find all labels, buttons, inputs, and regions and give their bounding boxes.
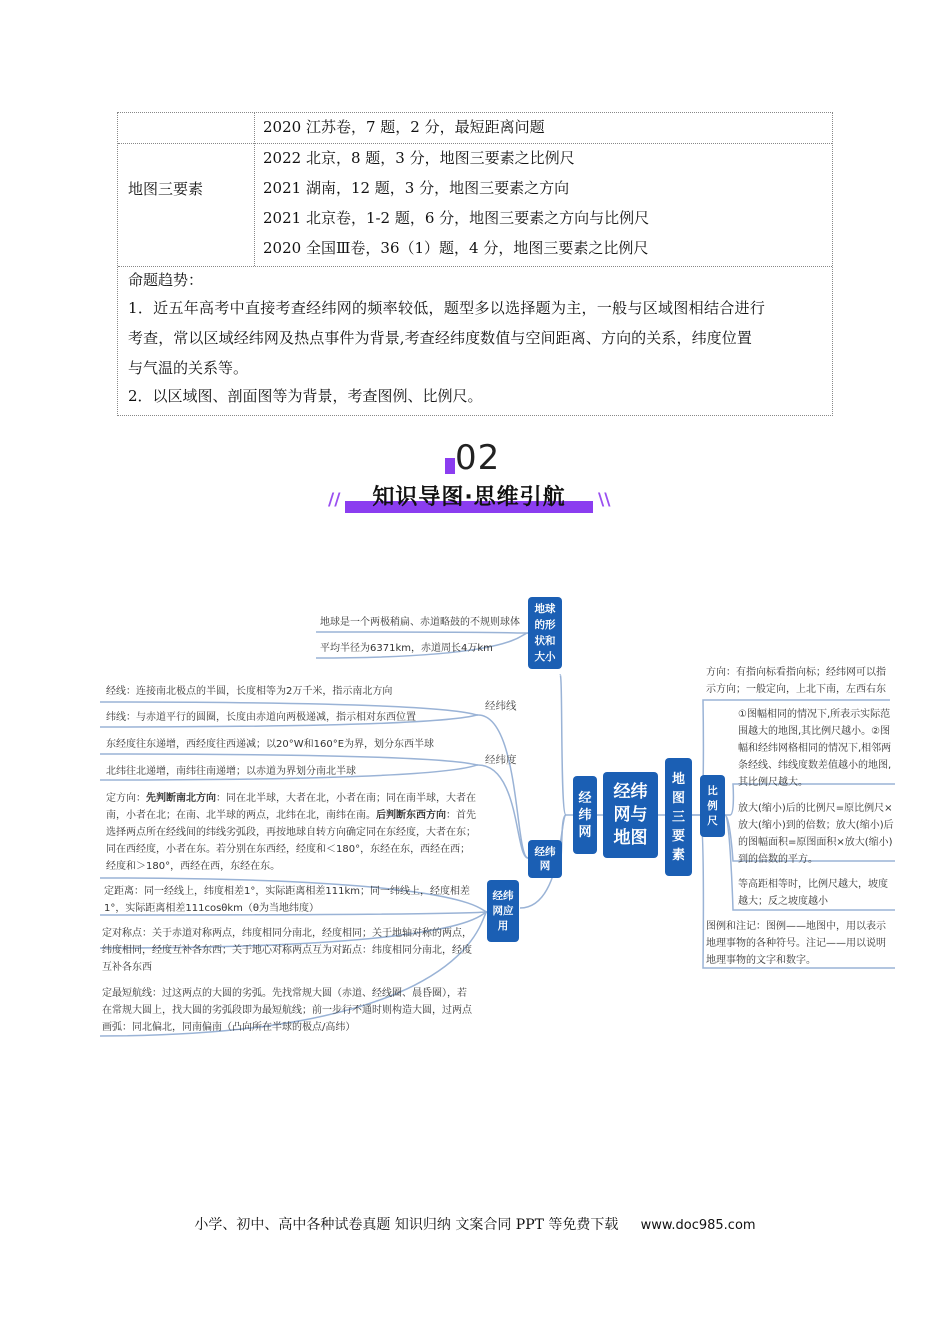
direction-text-1: ：同在北半球，大者在北，小者在南；同在南半球，大者在南，小者在北；在南、北半球的两点，北纬在北，南纬在南。 <box>106 793 476 821</box>
node-map-three-elements[interactable]: 地图三要素 <box>665 758 692 876</box>
note-scale-2: 放大(缩小)后的比例尺=原比例尺×放大(缩小)到的倍数；放大(缩小)后的图幅面积=原图面积×放大(缩小)到的倍数的平方。 <box>738 803 894 865</box>
note-shortest-route: 定最短航线：过这两点的大圆的劣弧。先找常规大圆（赤道、经线圈、晨昏圈），若在常规大圆上，找大圆的劣弧段即为最短航线；前一步行不通时则构造大圆，过两点画弧：同北偏北，同南偏南（凸向所在半球的极点/高纬） <box>102 988 472 1033</box>
trend-line: 考查，常以区域经纬网及热点事件为背景,考查经纬度数值与空间距离、方向的关系，纬度位置 <box>128 329 752 347</box>
node-grid-application[interactable]: 经纬网应用 <box>487 880 519 942</box>
direction-prefix: 定方向： <box>106 793 146 804</box>
table-cell: 2020 全国Ⅲ卷，36（1）题，4 分，地图三要素之比例尺 <box>263 239 649 257</box>
direction-text-2: ：首先选择两点所在经线间的纬线劣弧段，再按地球自转方向确定同在东经度，大者在东；同在西经度，小者在东。若分别在东西经，经度和＜180°，东经在东，西经在西；经度和＞180°，西经在西，东经在东。 <box>106 810 476 872</box>
footer-text: 小学、初中、高中各种试卷真题 知识归纳 文案合同 PPT 等免费下载 <box>194 1217 619 1233</box>
note-direction-map: 方向：有指向标看指向标；经纬网可以指示方向；一般定向，上北下南，左西右东 <box>706 667 886 695</box>
center-node[interactable]: 经纬网与地图 <box>603 772 658 858</box>
note-earth-size: 平均半径为6371km，赤道周长4万km <box>320 643 493 654</box>
table-cell: 2021 北京卷，1-2 题，6 分，地图三要素之方向与比例尺 <box>263 209 650 227</box>
label-lines: 经纬线 <box>485 700 517 712</box>
section-label: 地图三要素 <box>128 180 204 198</box>
label-degrees: 经纬度 <box>485 754 517 766</box>
trend-line: 2．以区域图、剖面图等为背景，考查图例、比例尺。 <box>128 387 483 405</box>
node-jingweiwang-small[interactable]: 经纬网 <box>528 840 562 878</box>
table-cell: 2022 北京，8 题，3 分，地图三要素之比例尺 <box>263 149 575 167</box>
node-scale[interactable]: 比例尺 <box>700 775 725 837</box>
direction-bold-1: 先判断南北方向 <box>146 793 216 804</box>
note-direction <box>106 790 476 875</box>
footer-url[interactable]: www.doc985.com <box>640 1218 756 1233</box>
note-meridian: 经线：连接南北极点的半圆，长度相等为2万千米，指示南北方向 <box>106 686 393 697</box>
note-scale-3: 等高距相等时，比例尺越大，坡度越大；反之坡度越小 <box>738 879 888 907</box>
note-scale-1: ①图幅相同的情况下,所表示实际范围越大的地图,其比例尺越小。②图幅和经纬网格相同的情况下,相邻两条经线、纬线度数差值越小的地图,其比例尺越大。 <box>738 709 892 788</box>
section-title: 知识导图·思维引航 <box>372 485 566 510</box>
left-slash-icon: // <box>328 490 341 510</box>
note-longitude: 东经度往东递增，西经度往西递减；以20°W和160°E为界，划分东西半球 <box>106 739 435 750</box>
trend-line: 1．近五年高考中直接考查经纬网的频率较低，题型多以选择题为主，一般与区域图相结合进行 <box>128 299 766 317</box>
note-distance: 定距离：同一经线上，纬度相差1°，实际距离相差111km；同一纬线上，经度相差1°，实际距离相差111cosθkm（θ为当地纬度） <box>104 886 470 914</box>
table-cell: 2020 江苏卷，7 题，2 分，最短距离问题 <box>263 118 545 136</box>
note-parallel: 纬线：与赤道平行的圆圈，长度由赤道向两极递减，指示相对东西位置 <box>106 712 416 723</box>
note-earth-shape: 地球是一个两极稍扁、赤道略鼓的不规则球体 <box>320 617 520 628</box>
node-jingweiwang[interactable]: 经纬网 <box>573 776 597 854</box>
trend-line: 与气温的关系等。 <box>128 359 249 377</box>
section-number: 02 <box>455 438 501 478</box>
direction-bold-2: 后判断东西方向 <box>376 810 446 821</box>
trend-title: 命题趋势： <box>128 271 204 289</box>
note-latitude: 北纬往北递增，南纬往南递增；以赤道为界划分南北半球 <box>106 766 356 777</box>
right-slash-icon: \\ <box>598 490 611 510</box>
table-cell: 2021 湖南，12 题，3 分，地图三要素之方向 <box>263 179 570 197</box>
node-earth-shape[interactable]: 地球的形状和大小 <box>528 597 562 669</box>
note-legend: 图例和注记：图例——地图中，用以表示地理事物的各种符号。注记——用以说明地理事物的文字和数字。 <box>706 921 886 966</box>
footer <box>0 1214 950 1234</box>
note-symmetric: 定对称点：关于赤道对称两点，纬度相同分南北，经度相同；关于地轴对称的两点，纬度相同，经度互补各东西；关于地心对称两点互为对跖点：纬度相同分南北，经度互补各东西 <box>102 928 472 973</box>
